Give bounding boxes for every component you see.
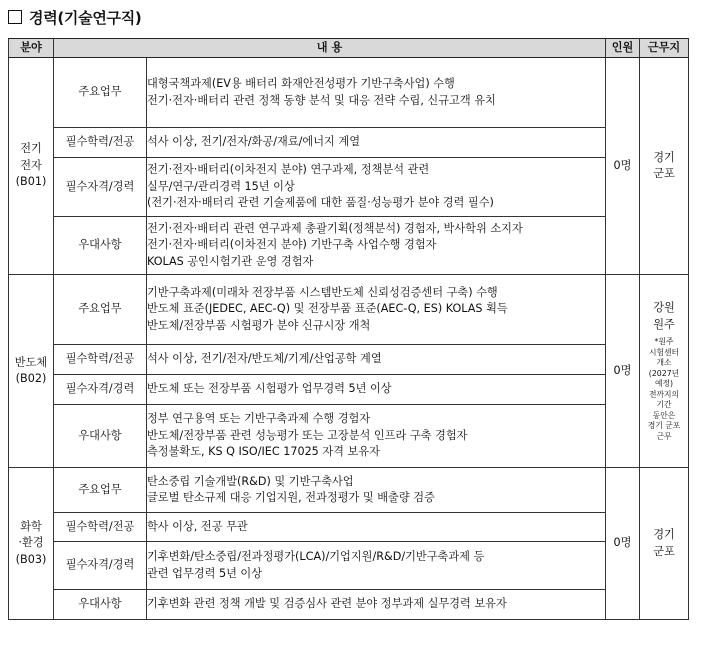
note-line: 시험센터 [648,347,680,357]
row-content [147,405,606,468]
content-line: 기반구축과제(미래차 전장부품 시스템반도체 신뢰성검증센터 구축) 수행 [147,285,498,299]
row-label: 우대사항 [54,217,147,275]
table-row [9,590,689,620]
area-line: ·환경 [18,536,44,550]
table-row [9,468,689,513]
workplace-cell [640,468,689,620]
workplace-cell [640,275,689,468]
area-line: 반도체 [14,355,48,369]
table-row [9,405,689,468]
workplace-cell [640,58,689,275]
area-cell [9,468,54,620]
table-row [9,275,689,345]
table-row [9,375,689,405]
content-line: 전기·전자·배터리 관련 연구과제 총괄기획(정책분석) 경험자, 박사학위 소지자 [147,221,523,235]
place-line: 원주 [653,317,675,331]
table-row [9,513,689,542]
note-line: 근무 [656,431,672,441]
header-row [9,39,689,58]
row-content [147,58,606,128]
row-content [147,513,606,542]
row-label: 필수학력/전공 [54,128,147,158]
row-content [147,468,606,513]
area-cell [9,275,54,468]
row-label: 필수자격/경력 [54,375,147,405]
headcount-cell: 0명 [606,468,640,620]
row-content [147,345,606,375]
content-line: 반도체 표준(JEDEC, AEC-Q) 및 전장부품 표준(AEC-Q, ES) KOLAS 획득 [147,302,508,316]
table-row [9,217,689,275]
row-content [147,217,606,275]
section-heading [8,7,141,28]
content-line: 전기·전자·배터리(이차전지 분야) 연구과제, 정책분석 관련 [147,163,430,177]
content-line: 측정불확도, KS Q ISO/IEC 17025 자격 보유자 [147,445,380,459]
content-line: KOLAS 공인시험기관 운영 경험자 [147,254,314,268]
place-line: 군포 [653,544,675,558]
row-label: 주요업무 [54,275,147,345]
note-line: *원주 [654,337,674,346]
col-header-content: 내 용 [54,39,606,58]
content-line: 전기·전자·배터리 관련 정책 동향 분석 및 대응 전략 수립, 신규고객 유치 [147,93,496,107]
row-label: 필수자격/경력 [54,158,147,217]
row-content [147,128,606,158]
headcount-cell: 0명 [606,58,640,275]
content-line: 기후변화/탄소중립/전과정평가(LCA)/기업지원/R&D/기반구축과제 등 [147,550,485,563]
area-cell [9,58,54,275]
note-line: 개소 [656,358,672,367]
square-outline-icon [8,10,22,24]
content-line: 반도체 또는 전장부품 시험평가 업무경력 5년 이상 [147,382,392,396]
job-table [8,38,689,620]
col-header-place: 근무지 [640,39,689,58]
note-line: (2027년 [648,368,680,378]
table-row [9,345,689,375]
place-line: 군포 [653,167,675,180]
col-header-count: 인원 [606,39,640,58]
table-row [9,158,689,217]
content-line: 대형국책과제(EV용 배터리 화재안전성평가 기반구축사업) 수행 [147,77,455,90]
row-content [147,542,606,590]
note-line: 기간 [656,400,672,409]
content-line: 정부 연구용역 또는 기반구축과제 수행 경험자 [147,412,371,426]
area-line: (B02) [15,372,47,385]
content-line: 기후변화 관련 정책 개발 및 검증심사 관련 분야 정부과제 실무경력 보유자 [147,597,507,611]
content-line: 석사 이상, 전기/전자/화공/재료/에너지 계열 [147,135,361,149]
row-content [147,158,606,217]
note-line: 전까지의 [648,389,680,399]
content-line: 글로벌 탄소규제 대응 기업지원, 전과정평가 및 배출량 검증 [147,491,435,504]
content-line: 학사 이상, 전공 무관 [147,519,248,533]
table-row [9,128,689,158]
note-line: 동안은 [652,410,676,420]
row-label: 주요업무 [54,58,147,128]
section-title: 경력(기술연구직) [29,9,142,27]
note-line: 예정) [654,379,674,388]
content-line: 관련 업무경력 5년 이상 [147,566,263,580]
content-line: 반도체/전장부품 관련 성능평가 또는 고장분석 인프라 구축 경험자 [147,428,468,442]
row-content [147,590,606,620]
note-line: 경기 군포 [647,421,681,430]
content-line: 실무/연구/관리경력 15년 이상 [147,179,295,193]
area-line: 전자 [20,158,42,172]
place-line: 강원 [653,301,675,314]
area-line: 화학 [20,519,42,533]
content-line: 전기·전자·배터리(이차전지 분야) 기반구축 사업수행 경험자 [147,238,437,252]
content-line: 석사 이상, 전기/전자/반도체/기계/산업공학 계열 [147,352,382,366]
row-label: 우대사항 [54,590,147,620]
area-line: (B01) [15,175,47,189]
table-row [9,542,689,590]
content-line: 탄소중립 기술개발(R&D) 및 기반구축사업 [147,474,354,488]
content-line: (전기·전자·배터리 관련 기술제품에 대한 품질·성능평가 분야 경력 필수) [147,196,494,210]
row-content [147,275,606,345]
workplace-note [640,337,688,442]
area-line: (B03) [15,552,47,566]
col-header-area: 분야 [9,39,54,58]
row-content [147,375,606,405]
row-label: 필수학력/전공 [54,345,147,375]
area-line: 전기 [20,142,42,156]
headcount-cell: 0명 [606,275,640,468]
row-label: 필수학력/전공 [54,513,147,542]
row-label: 필수자격/경력 [54,542,147,590]
place-line: 경기 [653,528,675,541]
row-label: 주요업무 [54,468,147,513]
row-label: 우대사항 [54,405,147,468]
place-line: 경기 [653,150,675,164]
content-line: 반도체/전장부품 시험평가 분야 신규시장 개척 [147,318,371,332]
table-row [9,58,689,128]
